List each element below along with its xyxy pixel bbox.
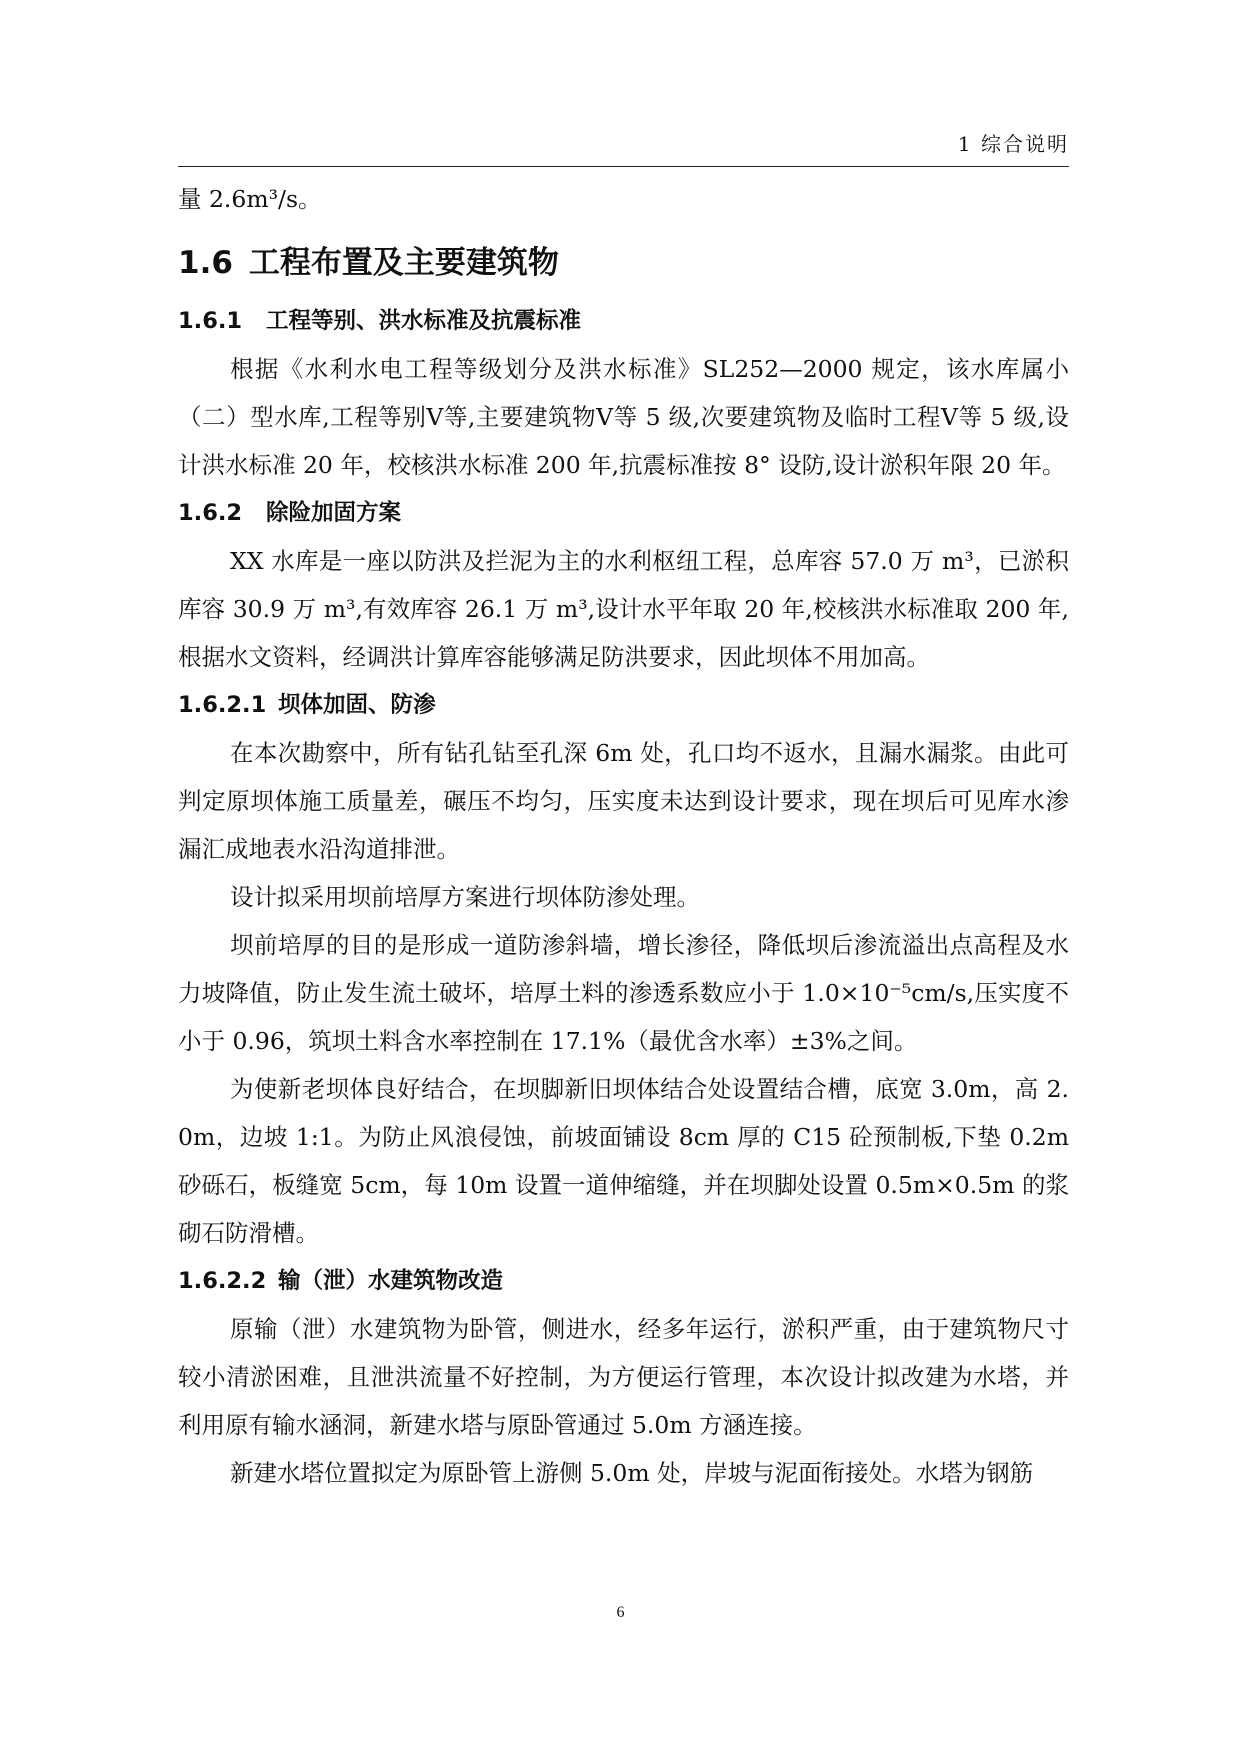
subsubsection-title: 输（泄）水建筑物改造 [278, 1268, 504, 1294]
paragraph: 设计拟采用坝前培厚方案进行坝体防渗处理。 [230, 883, 700, 911]
subsection-heading-1-6-1 [178, 297, 1069, 345]
chapter-title: 1 综合说明 [957, 132, 1069, 156]
subsubsection-heading-1-6-2-1 [178, 681, 1069, 729]
section-number: 1.6 [178, 245, 233, 281]
paragraph: 新建水塔位置拟定为原卧管上游侧 5.0m 处，岸坡与泥面衔接处。水塔为钢筋 [230, 1459, 1034, 1487]
subsubsection-heading-1-6-2-2 [178, 1257, 1069, 1305]
paragraph: XX 水库是一座以防洪及拦泥为主的水利枢纽工程，总库容 57.0 万 m³，已淤积库容 30.9 万 m³,有效库容 26.1 万 m³,设计水平年取 20 年,校核洪水标准取 200 年,根据水文资料，经调洪计算库容能够满足防洪要求，因此坝体不用加高。 [178, 547, 1069, 671]
paragraph: 原输（泄）水建筑物为卧管，侧进水，经多年运行，淤积严重，由于建筑物尺寸较小清淤困难，且泄洪流量不好控制，为方便运行管理，本次设计拟改建为水塔，并利用原有输水涵洞，新建水塔与原卧管通过 5.0m 方涵连接。 [178, 1315, 1069, 1439]
subsection-number: 1.6.2 [178, 500, 243, 526]
paragraph: 为使新老坝体良好结合，在坝脚新旧坝体结合处设置结合槽，底宽 3.0m，高 2.0m，边坡 1:1。为防止风浪侵蚀，前坡面铺设 8cm 厚的 C15 砼预制板,下垫 0.2m 砂砾石，板缝宽 5cm，每 10m 设置一道伸缩缝，并在坝脚处设置 0.5m×0.5m 的浆砌石防滑槽。 [178, 1075, 1069, 1247]
subsection-number: 1.6.1 [178, 308, 243, 334]
subsection-title: 工程等别、洪水标准及抗震标准 [266, 308, 582, 334]
page-number: 6 [616, 1604, 625, 1621]
section-title: 工程布置及主要建筑物 [248, 245, 559, 281]
section-heading [178, 245, 1069, 281]
continuation-text: 量 2.6m³/s。 [178, 185, 322, 213]
paragraph: 根据《水利水电工程等级划分及洪水标准》SL252—2000 规定，该水库属小（二）型水库,工程等别Ⅴ等,主要建筑物Ⅴ等 5 级,次要建筑物及临时工程Ⅴ等 5 级,设计洪水标准 20 年，校核洪水标准 200 年,抗震标准按 8° 设防,设计淤积年限 20 年。 [178, 355, 1069, 479]
page-body [178, 175, 1069, 1497]
subsubsection-number: 1.6.2.2 [178, 1268, 267, 1294]
subsection-title: 除险加固方案 [266, 500, 402, 526]
subsubsection-number: 1.6.2.1 [178, 692, 267, 718]
paragraph: 坝前培厚的目的是形成一道防渗斜墙，增长渗径，降低坝后渗流溢出点高程及水力坡降值，防止发生流土破坏，培厚土料的渗透系数应小于 1.0×10⁻⁵cm/s,压实度不小于 0.96，筑坝土料含水率控制在 17.1%（最优含水率）±3%之间。 [178, 931, 1069, 1055]
running-header [178, 128, 1069, 167]
subsubsection-title: 坝体加固、防渗 [278, 692, 436, 718]
paragraph: 在本次勘察中，所有钻孔钻至孔深 6m 处，孔口均不返水，且漏水漏浆。由此可判定原坝体施工质量差，碾压不均匀，压实度未达到设计要求，现在坝后可见库水渗漏汇成地表水沿沟道排泄。 [178, 739, 1069, 863]
subsection-heading-1-6-2 [178, 489, 1069, 537]
